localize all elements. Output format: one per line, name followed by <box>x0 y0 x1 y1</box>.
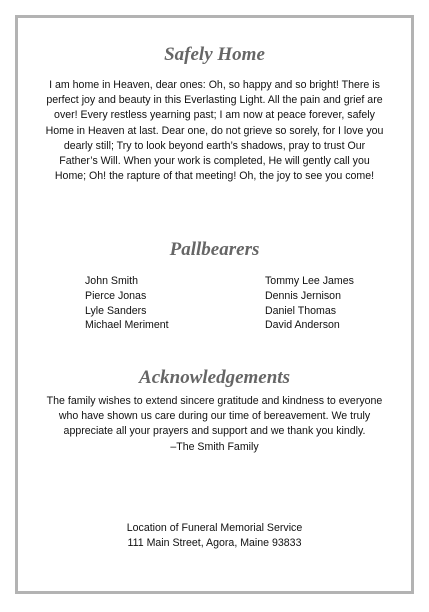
pallbearers-list-right <box>265 274 354 333</box>
service-address: 111 Main Street, Agora, Maine 93833 <box>127 537 302 550</box>
poem-title: Safely Home <box>164 44 265 65</box>
service-location <box>0 521 429 551</box>
pallbearer-name: John Smith <box>85 275 138 287</box>
pallbearer-name: Lyle Sanders <box>85 304 147 317</box>
pallbearer-name: Pierce Jonas <box>85 289 147 302</box>
poem-text: I am home in Heaven, dear ones: Oh, so happy and so bright! There is perfect joy and beauty in this Everlasting Light. All the pain and grief are over! Every restless yearning past; I am now at peace forever, safely Home in Heaven at last. Dear one, do not grieve so sorely, for I love you dearly still; Try to look beyond earth’s shadows, pray to trust Our Father’s Will. When your work is completed, He will gently call you Home; Oh! the rapture of that meeting! Oh, the joy to see you come! <box>45 79 384 183</box>
service-location-label: Location of Funeral Memorial Service <box>126 522 303 534</box>
pallbearer-name: David Anderson <box>265 319 340 332</box>
pallbearer-name: Michael Meriment <box>85 319 169 332</box>
acknowledgements-text <box>45 394 384 455</box>
pallbearers-title: Pallbearers <box>169 239 260 260</box>
pallbearer-name: Dennis Jernison <box>265 289 341 302</box>
acknowledgements-body: The family wishes to extend sincere gratitude and kindness to everyone who have shown us care during our time of bereavement. We truly appreciate all your prayers and support and we thank you kindly. <box>46 395 383 438</box>
acknowledgements-title: Acknowledgements <box>139 367 290 388</box>
pallbearer-name: Daniel Thomas <box>265 304 337 317</box>
pallbearers-list-left <box>85 274 169 333</box>
acknowledgements-signature: –The Smith Family <box>170 440 259 453</box>
pallbearer-name: Tommy Lee James <box>265 275 354 287</box>
